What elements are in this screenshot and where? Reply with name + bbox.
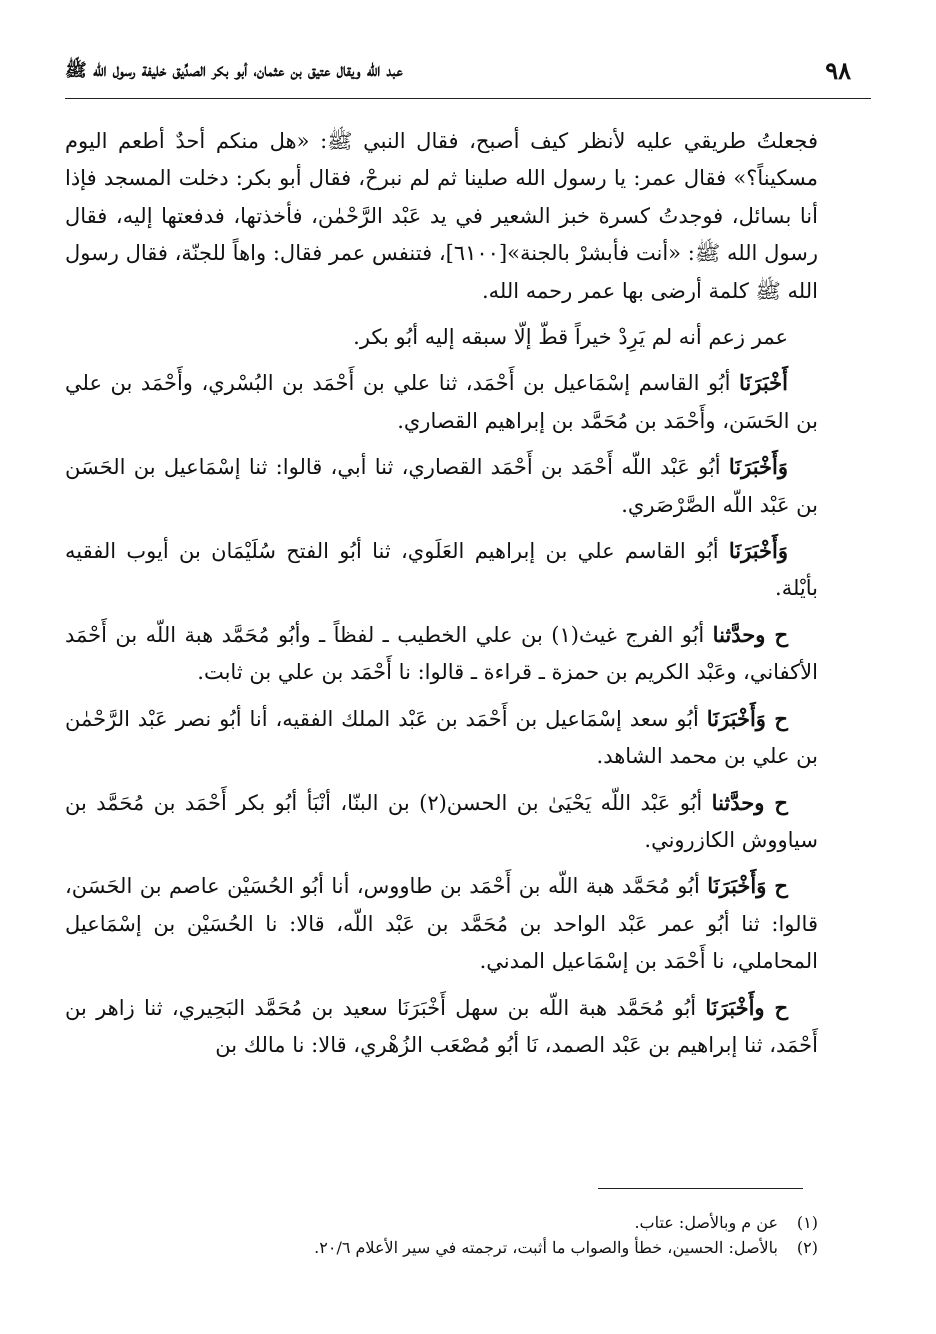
paragraph-text: أبُو سعد إسْمَاعيل بن أَحْمَد بن عَبْد الملك الفقيه، أنا أبُو نصر عَبْد الرَّحْمٰن بن علي بن محمد الشاهد. <box>65 706 818 769</box>
paragraph-lead: ح وَأَخْبَرَنَا <box>706 705 788 731</box>
paragraph <box>65 448 818 524</box>
footnotes <box>65 1210 818 1260</box>
paragraph-lead: أَخْبَرَنَا <box>739 370 788 396</box>
paragraph-text: أبُو القاسم علي بن إبراهيم العَلَوي، ثنا أبُو الفتح سُلَيْمَان بن أيوب الفقيه بأيْلة. <box>65 539 818 601</box>
paragraph-lead: ح وأَخْبَرَنَا <box>705 994 788 1020</box>
footnote-number: (١) <box>796 1213 818 1232</box>
paragraph-lead: ح وَأَخْبَرَنَا <box>707 873 788 899</box>
paragraph <box>65 867 818 980</box>
page-header <box>65 56 871 96</box>
paragraph-text: فجعلتُ طريقي عليه لأنظر كيف أصبح، فقال النبي ﷺ: «هل منكم أحدٌ أطعم اليوم مسكيناً؟» فقال عمر: يا رسول الله صلينا ثم لم نبرحْ، فقال أبو بكر: دخلت المسجد فإذا أنا بسائل، فوجدتُ كسرة خبز الشعير في يد عَبْد الرَّحْمٰن، فأخذتها، فدفعتها إليه، فقال رسول الله ﷺ: «أنت فأبشرْ بالجنة»[٦١٠٠]، فتنفس عمر فقال: واهاً للجنّة، فقال رسول الله ﷺ كلمة أرضى بها عمر رحمه الله. <box>65 129 818 303</box>
footnote-text: بالأصل: الحسين، خطأ والصواب ما أثبت، ترجمته في سير الأعلام ٢٠/٦. <box>314 1238 778 1257</box>
paragraph-lead: ح وحدَّثنا <box>711 789 788 815</box>
paragraph-text: أبُو مُحَمَّد هبة اللّه بن سهل أَخْبَرَنَا سعيد بن مُحَمَّد البَحِيري، ثنا زاهر بن أَحْمَد، ثنا إبراهيم بن عَبْد الصمد، نَا أبُو مُصْعَب الزُهْري، قالا: نا مالك بن <box>65 995 818 1057</box>
paragraph <box>65 784 818 860</box>
paragraph-text: أبُو عَبْد اللّه أَحْمَد بن أَحْمَد القصاري، ثنا أبي، قالوا: ثنا إسْمَاعيل بن الحَسَن بن عَبْد اللّه الصَّرْصَري. <box>65 455 818 517</box>
paragraph-lead: وَأَخْبَرَنَا <box>728 538 788 564</box>
paragraph-text: أبُو عَبْد اللّه يَحْيَىٰ بن الحسن(٢) بن البنّا، أنْبَأ أبُو بكر أَحْمَد بن مُحَمَّد بن سياووش الكازروني. <box>65 790 818 852</box>
paragraph-lead: وَأَخْبَرَنَا <box>728 454 788 480</box>
paragraph <box>65 616 818 692</box>
paragraph-text: عمر زعم أنه لم يَرِدْ خيراً قطّ إلّا سبقه إليه أبُو بكر. <box>353 325 788 350</box>
page-number: ٩٨ <box>825 56 851 85</box>
paragraph-text: أبُو الفرج غيث(١) بن علي الخطيب ـ لفظاً ـ وأبُو مُحَمَّد هبة اللّه بن أَحْمَد الأكفاني، وعَبْد الكريم بن حمزة ـ قراءة ـ قالوا: نا أَحْمَد بن علي بن ثابت. <box>65 622 818 685</box>
main-text <box>65 122 818 1072</box>
footnote <box>65 1210 818 1235</box>
paragraph <box>65 122 818 310</box>
footnote-number: (٢) <box>796 1238 818 1257</box>
running-title: عبد الله ويقال عتيق بن عثمان، أبو بكر الصدِّيق خليفة رسول الله ﷺ <box>65 60 403 81</box>
paragraph <box>65 364 818 440</box>
paragraph-lead: ح وحدَّثنا <box>712 621 789 647</box>
paragraph <box>65 318 818 356</box>
paragraph-text: أبُو مُحَمَّد هبة اللّه بن أَحْمَد بن طاووس، أنا أبُو الحُسَيْن عاصم بن الحَسَن، قالوا: ثنا أبُو عمر عَبْد الواحد بن مُحَمَّد بن عَبْد اللّه، قالا: نا الحُسَيْن بن إسْمَاعيل المحاملي، نا أَحْمَد بن إسْمَاعيل المدني. <box>65 874 818 974</box>
paragraph <box>65 532 818 608</box>
paragraph-text: أبُو القاسم إسْمَاعيل بن أَحْمَد، ثنا علي بن أَحْمَد بن البُسْري، وأَحْمَد بن علي بن الحَسَن، وأَحْمَد بن مُحَمَّد بن إبراهيم القصاري. <box>65 371 818 433</box>
paragraph <box>65 700 818 776</box>
header-rule <box>65 98 871 99</box>
footnote <box>65 1235 818 1260</box>
footnote-rule <box>598 1188 803 1189</box>
paragraph <box>65 989 818 1065</box>
footnote-text: عن م وبالأصل: عتاب. <box>634 1213 778 1232</box>
